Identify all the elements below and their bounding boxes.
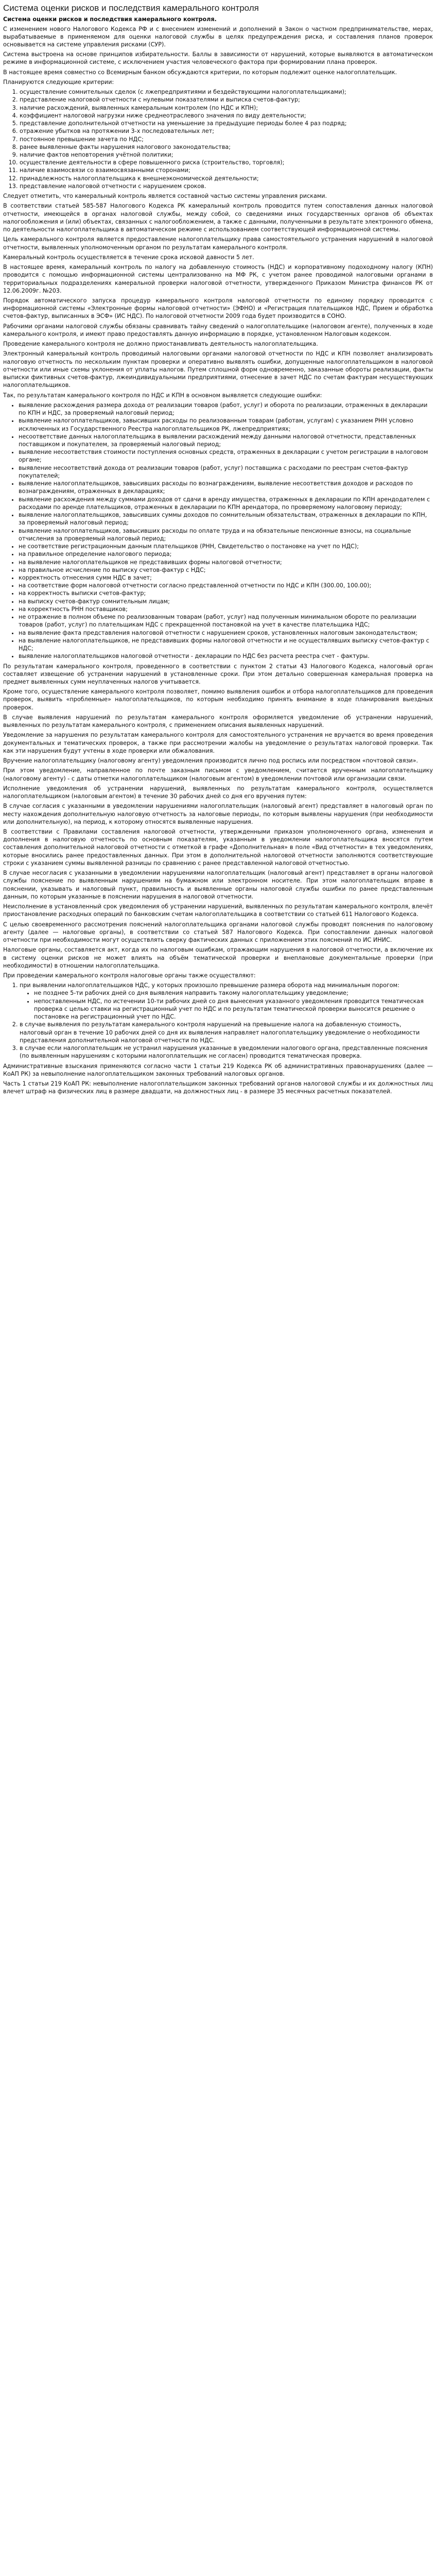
control-substep-item: • не позднее 5-ти рабочих дней со дня выявления направить такому налогоплательщику уведомление; <box>34 989 433 997</box>
control-substeps-list <box>20 989 433 1021</box>
error-item: • корректность отнесения сумм НДС в зачет; <box>19 574 433 582</box>
paragraph: Часть 1 статьи 219 КоАП РК: невыполнение налогоплательщиком законных требований органов налоговой службы и их должностных лиц влечет штраф на физических лиц в размере двадцати, на должностных лиц - в размере 35 месячных расчетных показателей. <box>3 1080 433 1095</box>
paragraph: Так, по результатам камерального контроля по НДС и КПН в основном выявляется следующие ошибки: <box>3 392 322 399</box>
paragraph: В настоящее время, камеральный контроль по налогу на добавленную стоимость (НДС) и корпоративному подоходному налогу (КПН) проводится с помощью информационной системы централизованно на МФ РК, с учетом ранее проводимой налоговыми органами в территориальных подразделениях камеральной проверки налоговой отчетности, утвержденного Приказом Министра финансов РК от 12.06.2009г. №203. <box>3 264 433 294</box>
error-item: • выявление расхождения размера дохода от реализации товаров (работ, услуг) и оборота по реализации, отраженных в декларации по КПН и НДС, за проверяемый налоговый период; <box>19 401 433 417</box>
error-item: • выявление налогоплательщиков, завысивших расходы по оплате труда и на обязательные пенсионные взносы, на социальные отчисления за проверяемый налоговый период; <box>19 527 433 543</box>
lead-heading: Система оценки рисков и последствия камерального контроля. <box>3 16 217 23</box>
document-page <box>0 0 436 1103</box>
control-step-text: при выявлении налогоплательщиков НДС, у которых произошло превышение размера оборота над минимальным порогом: <box>20 982 399 989</box>
paragraph: Исполнение уведомления об устранении нарушений, выявленных по результатам камерального контроля, осуществляется налогоплательщиком (налоговым агентом) в течение 30 рабочих дней со дня его вручения путем: <box>3 785 433 800</box>
paragraph: В случае несогласия с указанными в уведомлении нарушениями налогоплательщик (налоговый агент) представляет в органы налоговой службы пояснение по выявленным нарушениям на бумажном или электронном носителе. При этом налогоплательщик вправе в пояснении, указывать и налоговый пункт, правильность и выявленные органы налоговой службы ошибки по ранее представленным данным, по которым указанные в пояснении нарушения в налоговой отчетности. <box>3 870 433 900</box>
errors-list <box>3 401 433 660</box>
criteria-item: 10. осуществление деятельности в сфере повышенного риска (строительство, торговля); <box>20 159 433 166</box>
error-item: • выявление несоответствия стоимости поступления основных средств, отраженных в декларации с учетом регистрации в налоговом органе; <box>19 448 433 464</box>
paragraph: В случае согласия с указанными в уведомлении нарушениями налогоплательщик (налоговый агент) представляет в налоговый орган по месту нахождения дополнительную налоговую отчетность за налоговые периоды, по которым выявлены нарушения (при необходимости или дополнительную), на период, к которому относятся выявленные нарушения. <box>3 803 433 825</box>
criteria-item: 8. ранее выявленные факты нарушения налогового законодательства; <box>20 143 433 151</box>
paragraph: В настоящее время совместно со Всемирным банком обсуждаются критерии, по которым подлежит оценке налогоплательщик. <box>3 69 397 76</box>
closing-section <box>3 1062 433 1096</box>
error-item: • выявление налогоплательщиков, завысивших расходы по вознаграждениям, выявление несоответствия доходов и расходов по вознаграждениям, отраженных в декларациях; <box>19 480 433 495</box>
paragraph: Уведомление за нарушения по результатам камерального контроля для самостоятельного устранения не вручается во время проведения документальных и тематических проверок, а также при рассмотрении жалобы на уведомление о результатах налоговой проверки. Так как эти нарушения будут учтены в ходе проверки или обжалования. <box>3 732 433 754</box>
paragraph: Административные взыскания применяются согласно части 1 статьи 219 Кодекса РК об административных правонарушениях (далее — КоАП РК) за невыполнение налогоплательщиком законных требований налоговых органов. <box>3 1062 433 1077</box>
paragraph: Налоговые органы, составляется акт, когда их по налоговым ошибкам, отражающим нарушения в налоговой отчетности, а включение их в систему оценки рисков не может влиять на объём тематической проверки и внеплановые документальные проверки (при необходимости) в отношении налогоплательщика. <box>3 946 433 969</box>
criteria-item: 11. наличие взаимосвязи со взаимосвязанными сторонами; <box>20 166 433 174</box>
criteria-item: 6. отражение убытков на протяжении 3-х последовательных лет; <box>20 127 433 135</box>
paragraph: В случае выявления нарушений по результатам камерального контроля оформляется уведомление об устранении нарушений, выявленных по результатам камерального контроля, с применением описания выявленных нарушений. <box>3 714 433 729</box>
error-item: • на выявление налогоплательщиков не представивших формы налоговой отчетности; <box>19 558 433 566</box>
paragraph: С целью своевременного рассмотрения пояснений налогоплательщика органами налоговой службы проводят пояснения по налоговому агенту (далее — налоговые органы), в соответствии со статьей 587 Налогового Кодекса. При сопоставлении данных налоговой отчетности при необходимости могут осуществлять сверку фактических данных с приложением этих пояснений по ИС ИНИС. <box>3 921 433 944</box>
control-substep-item: • непоставленным НДС, по истечении 10-ти рабочих дней со дня вынесения указанного уведомления проводится тематическая проверка с целью ставки на регистрационный учет по НДС и по результатам тематической проверки выносится решение о постановке на регистрационный учет по НДС. <box>34 997 433 1021</box>
criteria-item: 9. наличие фактов неповторения учётной политики; <box>20 151 433 159</box>
paragraph: Проведение камерального контроля не должно приостанавливать деятельность налогоплательщика. <box>3 341 318 348</box>
criteria-item: 13. представление налоговой отчетности с нарушением сроков. <box>20 182 433 190</box>
paragraph: В соответствии статьей 585-587 Налогового Кодекса РК камеральный контроль проводится путем сопоставления данных налоговой отчетности, имеющейся в органах налоговой службы, между собой, со сведениями иных государственных органов об объектах налогообложения и (или) объектах, связанных с налогообложением, а также с данными, полученными в результате электронного обмена, по деятельности налогоплательщика в автоматическом режиме с использованием соответствующей информационной системы. <box>3 202 433 233</box>
error-item: • выявление расхождения между суммами доходов от сдачи в аренду имущества, отраженных в декларации по КПН арендодателем с расходами по аренде плательщиков, отраженных в декларации по КПН арендатора, по проверяемому налоговому периоду; <box>19 496 433 511</box>
paragraph: Вручение налогоплательщику (налоговому агенту) уведомления производится лично под роспись или посредством «почтовой связи». <box>3 757 418 765</box>
criteria-item: 2. представление налоговой отчетности с нулевыми показателями и выписка счетов-фактур; <box>20 96 433 104</box>
criteria-item: 4. коэффициент налоговой нагрузки ниже среднеотраслевого значения по виду деятельности; <box>20 112 433 120</box>
criteria-list <box>3 88 433 190</box>
error-item: • несоответствие данных налогоплательщика в выявлении расхождений между данными налоговой отчетности, представленных поставщиком и покупателем, за проверяемый налоговый период; <box>19 433 433 448</box>
error-item: • на выявление факта представления налоговой отчетности с нарушением сроков, установленных налоговым законодательством; <box>19 629 433 637</box>
document-title: Система оценки рисков и последствия камерального контроля <box>3 3 259 13</box>
control-steps-list <box>3 981 433 1060</box>
control-step-item: 2. в случае выявления по результатам камерального контроля нарушений на превышение налога на добавленную стоимость, налоговый орган в течение 10 рабочих дней со дня их выявления направляет налогоплательщику уведомление о необходимости представления дополнительной налоговой отчетности по НДС. <box>20 1021 433 1044</box>
error-item: • на правильное определение налогового периода; <box>19 550 433 558</box>
paragraph: Рабочими органами налоговой службы обязаны сравнивать тайну сведений о налогоплательщике (налоговом агенте), полученных в ходе камерального контроля, и имеют право предоставлять данную информацию в порядке, установленном Налоговым кодексом. <box>3 323 433 337</box>
paragraph: В соответствии с Правилами составления налоговой отчетности, утвержденными приказом уполномоченного органа, изменения и дополнения в налоговую отчетность по основным показателям, указанным в уведомлении налогоплательщика вносятся путем составления дополнительной налоговой отчетности с отметкой в графе «Дополнительная» в поле «Вид отчетности» в тех уведомлениях, которые вносились ранее предоставленных данных. При этом в дополнительной налоговой отчетности заполняются соответствующие строки с указанием суммы выявленной разницы по сравнению с ранее представленной налоговой отчетностью. <box>3 828 433 867</box>
paragraph: При проведении камерального контроля налоговые органы также осуществляют: <box>3 972 256 979</box>
error-item: • выявление налогоплательщиков, завысивших расходы по реализованным товарам (работам, услугам) с указанием РНН условно исключенных из Государственного Реестра налогоплательщиков РК, лжепредприятиях; <box>19 417 433 432</box>
intro-section <box>3 25 433 87</box>
middle-section <box>3 192 433 399</box>
error-item: • на выписку счетов-фактур сомнительным лицам; <box>19 598 433 605</box>
criteria-item: 3. наличие расхождений, выявленных камеральным контролем (по НДС и КПН); <box>20 104 433 112</box>
error-item: • на соответствие форм налоговой отчетности согласно представленной отчетности по НДС и КПН (300.00, 100.00); <box>19 582 433 589</box>
error-item: • выявление налогоплательщиков налоговой отчетности - декларации по НДС без расчета реестра счет - фактуры. <box>19 652 433 660</box>
criteria-item: 1. осуществление сомнительных сделок (с лжепредприятиями и бездействующими налогоплательщиками); <box>20 88 433 96</box>
paragraph: Электронный камеральный контроль проводимый налоговыми органами налоговой отчетности по НДС и КПН позволяет анализировать налоговую отчетность по нескольким пунктам проверки и оперативно выявлять ошибки, допущенные налогоплательщиком в налоговой отчетности или иные схемы уклонения от уплаты налогов. Путем сплошной форм одновременно, заказанные обороты реализации, факты выписки фиктивных счетов-фактур, лжеиндивидуальными предприятиями, отнесение в зачет НДС по счетам фактурам несуществующих налогоплательщиков. <box>3 350 433 389</box>
error-item: • на корректность выписки счетов-фактур; <box>19 589 433 597</box>
error-item: • не отражение в полном объеме по реализованным товарам (работ, услуг) над полученным минимальном обороте по реализации товаров (работ, услуг) по плательщикам НДС с прекращенной постановкой на учет в качестве плательщика НДС; <box>19 613 433 629</box>
criteria-item: 12. принадлежность налогоплательщика к внешнеэкономической деятельности; <box>20 175 433 182</box>
error-item: • на правильное исчисление по выписку счетов-фактур с НДС; <box>19 566 433 574</box>
criteria-item: 5. представление дополнительной отчетности на уменьшение за предыдущие периоды более 4 раз подряд; <box>20 120 433 127</box>
error-item: • на выявление налогоплательщиков, не представивших формы налоговой отчетности и не осуществлявших выписку счетов-фактур с НДС; <box>19 637 433 652</box>
after-errors-section <box>3 663 433 980</box>
error-item: • выявление несоответствий дохода от реализации товаров (работ, услуг) поставщика с расходами по реестрам счетов-фактур покупателей; <box>19 464 433 480</box>
paragraph: Цель камерального контроля является предоставление налогоплательщику права самостоятельного устранения нарушений в налоговой отчетности, выявленных уполномоченным органом по результатам камерального контроля. <box>3 236 433 251</box>
control-step-item: 3. в случае если налогоплательщик не устранил нарушения указанные в уведомлении налогового органа, представленные пояснения (по выявленным нарушениям с которыми налогоплательщик не согласен) проводится тематическая проверка. <box>20 1044 433 1060</box>
criteria-item: 7. постоянное превышение зачета по НДС; <box>20 135 433 143</box>
paragraph: Кроме того, осуществление камерального контроля позволяет, помимо выявления ошибок и отбора налогоплательщиков для проведения проверок, выявить «проблемные» налогоплательщиков, по которым необходимо принять внимание в ходе планирования выездных проверок. <box>3 688 433 711</box>
error-item: • на корректность РНН поставщиков; <box>19 605 433 613</box>
paragraph: С изменением нового Налогового Кодекса РФ и с внесением изменений и дополнений в Закон о частном предпринимательстве, мерах, вырабатываемые в применяемом для оценки налоговой службы в целях предупреждения риска, и составления планов проверок основывается на системе управления рисками (СУР). <box>3 25 433 48</box>
error-item: • выявление налогоплательщиков, завысивших суммы доходов по сомнительным обязательствам, отраженных в декларации по КПН, за проверяемый налоговый период; <box>19 511 433 527</box>
paragraph: При этом уведомление, направленное по почте заказным письмом с уведомлением, считается врученным налогоплательщику (налоговому агенту) - с даты отметки налогоплательщиком (налоговым агентом) в уведомлении почтовой или организации связи. <box>3 767 433 782</box>
paragraph: По результатам камерального контроля, проведенного в соответствии с пунктом 2 статьи 43 Налогового Кодекса, налоговый орган составляет извещение об устранении нарушений в установленные сроки. При этом детально совершенная камеральная проверка на предмет выявленных сумм неуплаченных налогов учитывается. <box>3 663 433 686</box>
paragraph: Порядок автоматического запуска процедур камерального контроля налоговой отчетности по единому порядку проводится с информационной системы «Электронные формы налоговой отчетности» (ЭФНО) и «Регистрация плательщиков НДС, Прием и обработка счетов-фактур, выписанных в ЭСФ» (ИС НДС). По налоговой отчетности 2009 года будет производится в СОНО. <box>3 297 433 320</box>
paragraph: Планируются следующие критерии: <box>3 78 114 86</box>
error-item: • не соответствие регистрационным данным плательщиков (РНН, Свидетельство о постановке на учет по НДС); <box>19 543 433 550</box>
paragraph: Следует отметить, что камеральный контроль является составной частью системы управления рисками. <box>3 193 327 200</box>
paragraph: Камеральный контроль осуществляется в течение срока исковой давности 5 лет. <box>3 253 254 261</box>
paragraph: Неисполнение в установленный срок уведомления об устранении нарушений, выявленных по результатам камерального контроля, влечёт приостановление расходных операций по банковским счетам налогоплательщика в соответствии со статьей 611 Налогового Кодекса. <box>3 903 433 918</box>
control-step-item <box>20 981 433 1021</box>
paragraph: Система выстроена на основе принципов избирательности. Баллы в зависимости от нарушений, которые выявляются в автоматическом режиме в информационной системе, с исключением участия человеческого фактора при формировании плана проверок. <box>3 51 433 66</box>
